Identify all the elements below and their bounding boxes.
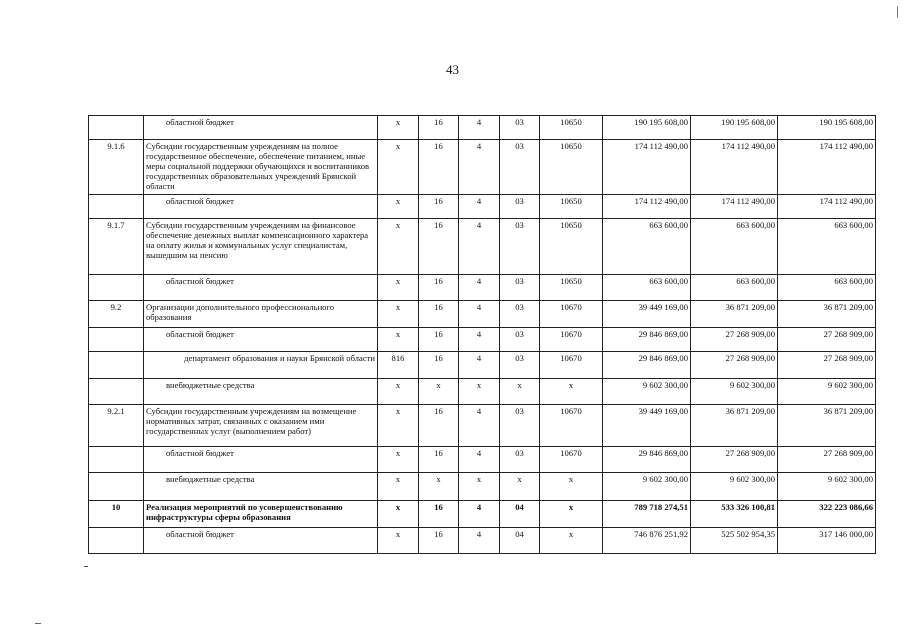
row-number-cell: 9.1.6 (89, 140, 144, 195)
code-cell-2: 16 (419, 140, 459, 195)
code-cell-4: 03 (500, 275, 540, 301)
code-cell-5: 10670 (540, 328, 603, 352)
amount-cell-3: 317 146 000,00 (778, 528, 876, 554)
amount-cell-2: 36 871 209,00 (691, 405, 778, 447)
row-number-cell (89, 379, 144, 405)
code-cell-3: 4 (459, 528, 500, 554)
code-cell-2: 16 (419, 501, 459, 528)
amount-cell-1: 39 449 169,00 (603, 301, 691, 328)
description-cell: Организации дополнительного профессионального образования (144, 301, 378, 328)
table-row (89, 195, 876, 219)
amount-cell-3: 36 871 209,00 (778, 405, 876, 447)
code-cell-1: х (378, 301, 419, 328)
amount-cell-3: 27 268 909,00 (778, 328, 876, 352)
amount-cell-3: 27 268 909,00 (778, 447, 876, 473)
code-cell-4: 03 (500, 116, 540, 140)
amount-cell-3: 9 602 300,00 (778, 473, 876, 501)
amount-cell-3: 322 223 086,66 (778, 501, 876, 528)
row-number-cell (89, 328, 144, 352)
amount-cell-1: 663 600,00 (603, 275, 691, 301)
budget-table (88, 115, 876, 554)
amount-cell-1: 39 449 169,00 (603, 405, 691, 447)
budget-table-body (89, 116, 876, 554)
code-cell-1: х (378, 405, 419, 447)
code-cell-4: 03 (500, 301, 540, 328)
code-cell-3: х (459, 379, 500, 405)
amount-cell-2: 174 112 490,00 (691, 195, 778, 219)
row-number-cell: 9.1.7 (89, 219, 144, 275)
description-cell: областной бюджет (144, 328, 378, 352)
table-row (89, 301, 876, 328)
code-cell-2: 16 (419, 195, 459, 219)
code-cell-3: 4 (459, 501, 500, 528)
amount-cell-1: 9 602 300,00 (603, 379, 691, 405)
code-cell-5: 10670 (540, 405, 603, 447)
code-cell-5: 10670 (540, 352, 603, 379)
amount-cell-1: 174 112 490,00 (603, 140, 691, 195)
code-cell-2: 16 (419, 328, 459, 352)
code-cell-4: 03 (500, 447, 540, 473)
amount-cell-2: 9 602 300,00 (691, 379, 778, 405)
code-cell-4: 03 (500, 352, 540, 379)
code-cell-3: 4 (459, 447, 500, 473)
description-cell: Субсидии государственным учреждениям на финансовое обеспечение денежных выплат компенсационного характера на оплату жилья и коммунальных услуг специалистам, вышедшим на пенсию (144, 219, 378, 275)
code-cell-2: х (419, 473, 459, 501)
amount-cell-3: 9 602 300,00 (778, 379, 876, 405)
amount-cell-2: 27 268 909,00 (691, 328, 778, 352)
code-cell-1: х (378, 275, 419, 301)
amount-cell-3: 36 871 209,00 (778, 301, 876, 328)
amount-cell-2: 27 268 909,00 (691, 447, 778, 473)
code-cell-5: 10650 (540, 275, 603, 301)
code-cell-5: х (540, 501, 603, 528)
table-row (89, 219, 876, 275)
code-cell-5: х (540, 528, 603, 554)
code-cell-1: х (378, 447, 419, 473)
code-cell-2: 16 (419, 528, 459, 554)
code-cell-3: 4 (459, 301, 500, 328)
amount-cell-3: 174 112 490,00 (778, 195, 876, 219)
row-number-cell: 9.2 (89, 301, 144, 328)
code-cell-1: х (378, 528, 419, 554)
row-number-cell (89, 447, 144, 473)
code-cell-4: х (500, 473, 540, 501)
table-row (89, 379, 876, 405)
code-cell-4: 03 (500, 328, 540, 352)
row-number-cell (89, 195, 144, 219)
description-cell: областной бюджет (144, 116, 378, 140)
amount-cell-2: 9 602 300,00 (691, 473, 778, 501)
code-cell-3: 4 (459, 275, 500, 301)
description-cell: областной бюджет (144, 528, 378, 554)
table-row (89, 140, 876, 195)
amount-cell-2: 663 600,00 (691, 219, 778, 275)
amount-cell-3: 174 112 490,00 (778, 140, 876, 195)
amount-cell-1: 29 846 869,00 (603, 352, 691, 379)
code-cell-4: 04 (500, 528, 540, 554)
code-cell-3: 4 (459, 405, 500, 447)
code-cell-4: 03 (500, 219, 540, 275)
code-cell-5: 10670 (540, 447, 603, 473)
code-cell-1: х (378, 328, 419, 352)
row-number-cell (89, 473, 144, 501)
table-row (89, 528, 876, 554)
description-cell: областной бюджет (144, 275, 378, 301)
row-number-cell (89, 528, 144, 554)
table-row (89, 328, 876, 352)
code-cell-2: х (419, 379, 459, 405)
scan-mark (84, 566, 88, 567)
amount-cell-1: 746 876 251,92 (603, 528, 691, 554)
amount-cell-3: 663 600,00 (778, 275, 876, 301)
description-cell: внебюджетные средства (144, 379, 378, 405)
amount-cell-3: 663 600,00 (778, 219, 876, 275)
scan-dot (35, 623, 41, 624)
row-number-cell (89, 352, 144, 379)
description-cell: областной бюджет (144, 447, 378, 473)
code-cell-5: 10650 (540, 140, 603, 195)
code-cell-1: х (378, 195, 419, 219)
code-cell-1: х (378, 473, 419, 501)
code-cell-2: 16 (419, 301, 459, 328)
row-number-cell (89, 275, 144, 301)
amount-cell-3: 27 268 909,00 (778, 352, 876, 379)
table-row (89, 275, 876, 301)
code-cell-3: 4 (459, 116, 500, 140)
code-cell-1: х (378, 501, 419, 528)
code-cell-3: 4 (459, 219, 500, 275)
code-cell-5: х (540, 473, 603, 501)
amount-cell-2: 663 600,00 (691, 275, 778, 301)
code-cell-4: 04 (500, 501, 540, 528)
table-row (89, 473, 876, 501)
code-cell-1: х (378, 379, 419, 405)
description-cell: Реализация мероприятий по усовершенствованию инфраструктуры сферы образования (144, 501, 378, 528)
table-row (89, 501, 876, 528)
code-cell-2: 16 (419, 219, 459, 275)
code-cell-3: х (459, 473, 500, 501)
code-cell-5: 10650 (540, 116, 603, 140)
code-cell-2: 16 (419, 352, 459, 379)
amount-cell-2: 525 502 954,35 (691, 528, 778, 554)
code-cell-2: 16 (419, 116, 459, 140)
code-cell-2: 16 (419, 405, 459, 447)
code-cell-2: 16 (419, 447, 459, 473)
row-number-cell: 9.2.1 (89, 405, 144, 447)
amount-cell-1: 174 112 490,00 (603, 195, 691, 219)
amount-cell-2: 174 112 490,00 (691, 140, 778, 195)
code-cell-5: 10670 (540, 301, 603, 328)
amount-cell-3: 190 195 608,00 (778, 116, 876, 140)
code-cell-4: х (500, 379, 540, 405)
code-cell-3: 4 (459, 328, 500, 352)
code-cell-4: 03 (500, 195, 540, 219)
amount-cell-2: 190 195 608,00 (691, 116, 778, 140)
code-cell-1: х (378, 140, 419, 195)
table-row (89, 116, 876, 140)
amount-cell-1: 789 718 274,51 (603, 501, 691, 528)
description-cell: департамент образования и науки Брянской области (144, 352, 378, 379)
code-cell-4: 03 (500, 405, 540, 447)
table-row (89, 447, 876, 473)
amount-cell-1: 663 600,00 (603, 219, 691, 275)
code-cell-1: х (378, 219, 419, 275)
code-cell-1: х (378, 116, 419, 140)
amount-cell-1: 29 846 869,00 (603, 447, 691, 473)
amount-cell-2: 27 268 909,00 (691, 352, 778, 379)
table-row (89, 405, 876, 447)
description-cell: Субсидии государственным учреждениям на возмещение нормативных затрат, связанных с оказанием ими государственных услуг (выполнением работ) (144, 405, 378, 447)
description-cell: внебюджетные средства (144, 473, 378, 501)
code-cell-2: 16 (419, 275, 459, 301)
description-cell: Субсидии государственным учреждениям на полное государственное обеспечение, обеспечение питанием, иные меры социальной поддержки обучающихся и воспитанников государственных образовательных учреждений Брянской области (144, 140, 378, 195)
code-cell-5: х (540, 379, 603, 405)
code-cell-3: 4 (459, 195, 500, 219)
amount-cell-1: 29 846 869,00 (603, 328, 691, 352)
amount-cell-2: 533 326 100,81 (691, 501, 778, 528)
code-cell-5: 10650 (540, 195, 603, 219)
code-cell-3: 4 (459, 352, 500, 379)
amount-cell-1: 190 195 608,00 (603, 116, 691, 140)
row-number-cell: 10 (89, 501, 144, 528)
scan-edge-mark (897, 6, 898, 18)
code-cell-1: 816 (378, 352, 419, 379)
amount-cell-1: 9 602 300,00 (603, 473, 691, 501)
code-cell-5: 10650 (540, 219, 603, 275)
row-number-cell (89, 116, 144, 140)
description-cell: областной бюджет (144, 195, 378, 219)
code-cell-4: 03 (500, 140, 540, 195)
table-row (89, 352, 876, 379)
page-number: 43 (446, 62, 459, 77)
amount-cell-2: 36 871 209,00 (691, 301, 778, 328)
code-cell-3: 4 (459, 140, 500, 195)
